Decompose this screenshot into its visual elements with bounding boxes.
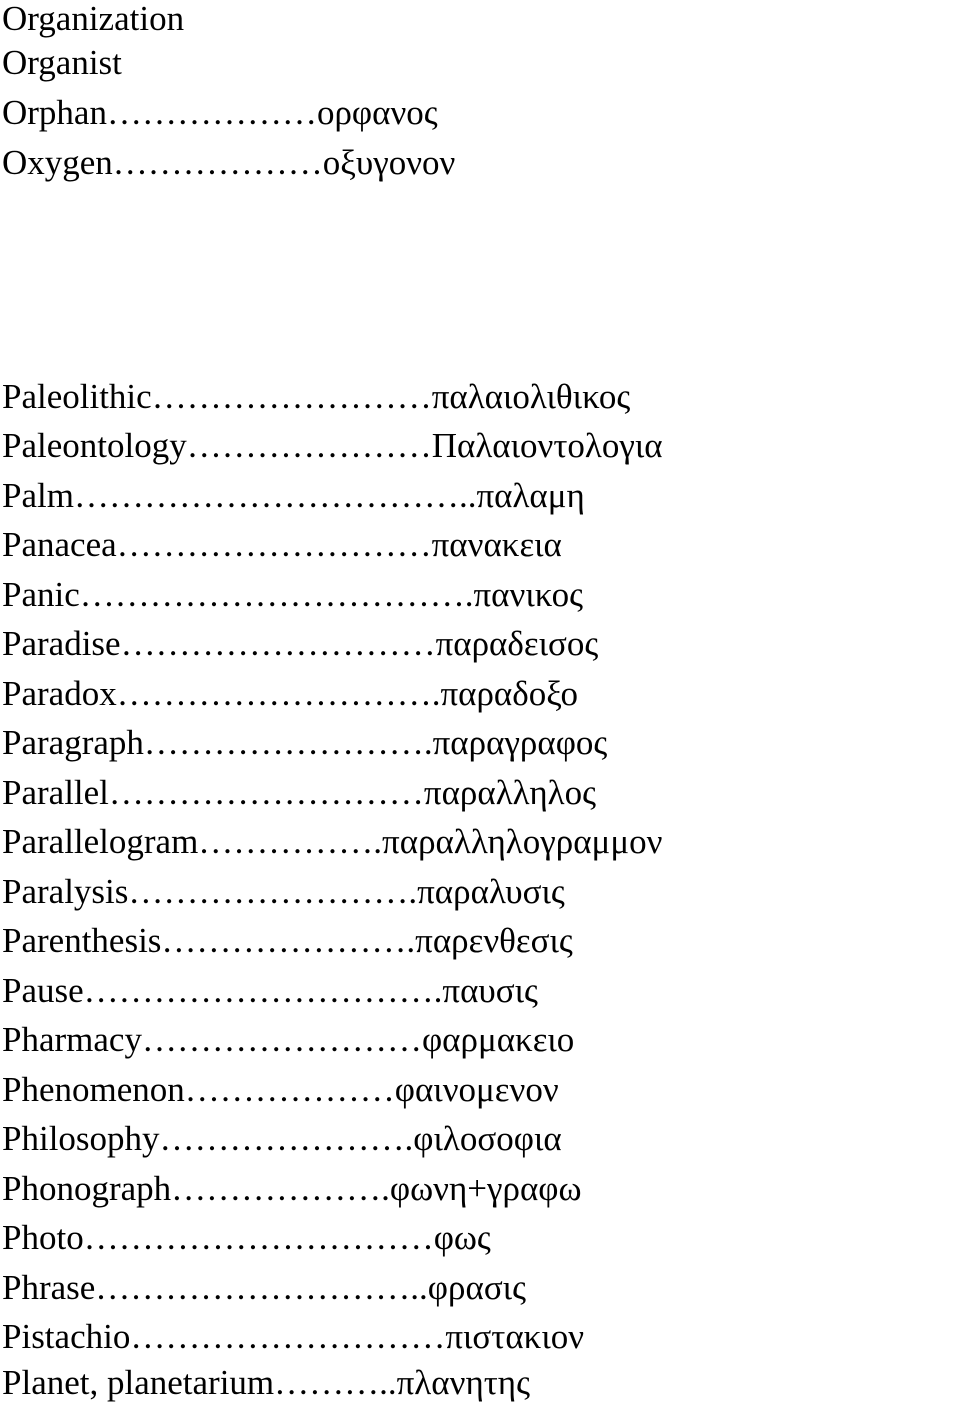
- list-item: Parallelogram…………….παραλληλογραμμον: [2, 822, 663, 861]
- list-item: Parenthesis………………….παρενθεσις: [2, 921, 573, 960]
- list-item: Palm……………………………..παλαμη: [2, 476, 585, 515]
- list-item: Pistachio………………………πιστακιον: [2, 1317, 585, 1356]
- list-item: Pharmacy……………………φαρμακειο: [2, 1020, 575, 1059]
- list-item: Panacea………………………πανακεια: [2, 525, 562, 564]
- list-item: Oxygen………………οξυγονον: [2, 143, 456, 182]
- list-item: Paralysis…………………….παραλυσις: [2, 872, 565, 911]
- list-item: Phrase………………………..φρασις: [2, 1268, 526, 1307]
- list-item: Paleolithic……………………παλαιολιθικος: [2, 377, 631, 416]
- list-item: Paradise………………………παραδεισος: [2, 624, 599, 663]
- list-item: Organist: [2, 43, 122, 82]
- list-item: Planet, planetarium………..πλανητης: [2, 1363, 530, 1402]
- list-item: Pause………………………….παυσις: [2, 971, 538, 1010]
- list-item: Philosophy………………….φιλοσοφια: [2, 1119, 562, 1158]
- list-item: Parallel………………………παραλληλος: [2, 773, 596, 812]
- list-item: Paradox……………………….παραδοξο: [2, 674, 579, 713]
- list-item: Paragraph…………………….παραγραφος: [2, 723, 608, 762]
- list-item: Phenomenon………………φαινομενον: [2, 1070, 559, 1109]
- list-item: Photo…………………………φως: [2, 1218, 491, 1257]
- list-item: Panic…………………………….πανικος: [2, 575, 583, 614]
- list-item: Organization: [2, 0, 185, 38]
- list-item: Paleontology…………………Παλαιοντολογια: [2, 426, 663, 465]
- list-item: Phonograph……………….φωνη+γραφω: [2, 1169, 582, 1208]
- list-item: Orphan………………ορφανος: [2, 93, 438, 132]
